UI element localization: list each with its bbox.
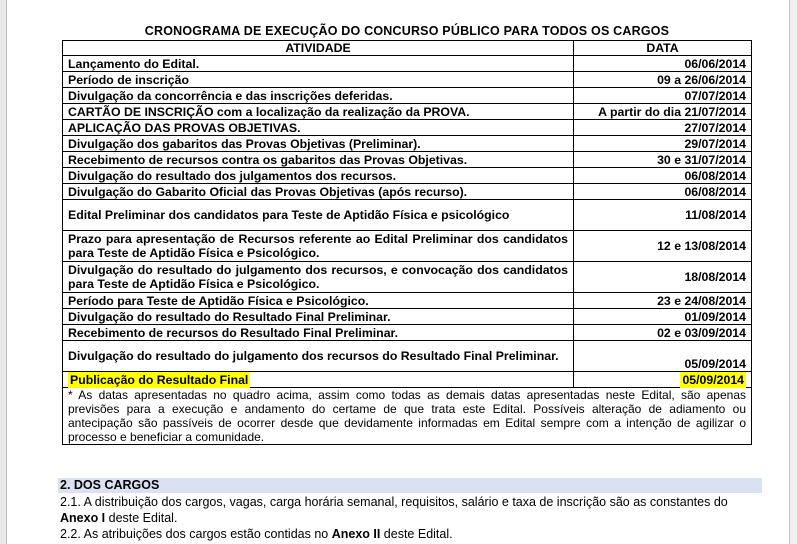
activity-cell: Lançamento do Edital. bbox=[63, 56, 574, 72]
header-activity: ATIVIDADE bbox=[63, 41, 574, 56]
paragraph-2-1 bbox=[60, 494, 760, 526]
paragraph-text: 2.1. A distribuição dos cargos, vagas, carga horária semanal, requisitos, salário e taxa de inscrição são as constantes do bbox=[60, 495, 728, 509]
highlighted-date: 05/09/2014 bbox=[682, 372, 744, 387]
activity-cell: APLICAÇÃO DAS PROVAS OBJETIVAS. bbox=[63, 120, 574, 136]
date-cell: 06/06/2014 bbox=[574, 56, 752, 72]
table-row bbox=[63, 309, 752, 325]
paragraph-text: deste Edital. bbox=[105, 511, 178, 525]
activity-cell: Período de inscrição bbox=[63, 72, 574, 88]
section-heading: 2. DOS CARGOS bbox=[58, 478, 762, 493]
activity-cell: CARTÃO DE INSCRIÇÃO com a localização da realização da PROVA. bbox=[63, 104, 574, 120]
table-row bbox=[63, 293, 752, 309]
activity-cell: Período para Teste de Aptidão Física e Psicológico. bbox=[63, 293, 574, 309]
date-cell: A partir do dia 21/07/2014 bbox=[574, 104, 752, 120]
table-row bbox=[63, 88, 752, 104]
activity-cell: Divulgação dos gabaritos das Provas Objetivas (Preliminar). bbox=[63, 136, 574, 152]
activity-cell: Recebimento de recursos contra os gabaritos das Provas Objetivas. bbox=[63, 152, 574, 168]
date-cell: 11/08/2014 bbox=[574, 200, 752, 231]
table-row bbox=[63, 325, 752, 341]
date-cell bbox=[574, 372, 752, 388]
header-date: DATA bbox=[574, 41, 752, 56]
table-row bbox=[63, 104, 752, 120]
table-row bbox=[63, 184, 752, 200]
date-cell: 12 e 13/08/2014 bbox=[574, 231, 752, 262]
table-row bbox=[63, 262, 752, 293]
table-row bbox=[63, 231, 752, 262]
date-cell: 29/07/2014 bbox=[574, 136, 752, 152]
date-cell: 06/08/2014 bbox=[574, 184, 752, 200]
activity-cell: Divulgação do resultado dos julgamentos dos recursos. bbox=[63, 168, 574, 184]
activity-cell: Edital Preliminar dos candidatos para Teste de Aptidão Física e psicológico bbox=[63, 200, 574, 231]
table-row bbox=[63, 56, 752, 72]
activity-cell: Divulgação do resultado do Resultado Final Preliminar. bbox=[63, 309, 574, 325]
schedule-title: CRONOGRAMA DE EXECUÇÃO DO CONCURSO PÚBLICO PARA TODOS OS CARGOS bbox=[144, 24, 670, 38]
paragraph-text: deste Edital. bbox=[380, 527, 453, 541]
table-row-highlighted bbox=[63, 372, 752, 388]
table-row bbox=[63, 72, 752, 88]
date-cell: 27/07/2014 bbox=[574, 120, 752, 136]
date-cell: 23 e 24/08/2014 bbox=[574, 293, 752, 309]
date-cell: 09 a 26/06/2014 bbox=[574, 72, 752, 88]
date-cell: 18/08/2014 bbox=[574, 262, 752, 293]
table-row bbox=[63, 168, 752, 184]
highlighted-activity: Publicação do Resultado Final bbox=[70, 372, 249, 387]
date-cell: 30 e 31/07/2014 bbox=[574, 152, 752, 168]
date-cell: 06/08/2014 bbox=[574, 168, 752, 184]
date-cell: 05/09/2014 bbox=[574, 341, 752, 372]
schedule-table bbox=[62, 40, 752, 445]
paragraph-bold: Anexo I bbox=[60, 511, 106, 525]
activity-cell: Divulgação do Gabarito Oficial das Provas Objetivas (após recurso). bbox=[63, 184, 574, 200]
activity-cell: Divulgação da concorrência e das inscrições deferidas. bbox=[63, 88, 574, 104]
date-cell: 01/09/2014 bbox=[574, 309, 752, 325]
table-row bbox=[63, 200, 752, 231]
activity-cell: Divulgação do resultado do julgamento dos recursos do Resultado Final Preliminar. bbox=[63, 341, 574, 372]
note-row bbox=[63, 388, 752, 445]
table-row bbox=[63, 120, 752, 136]
activity-cell: Divulgação do resultado do julgamento dos recursos, e convocação dos candidatos para Teste de Aptidão Física e Psicológico. bbox=[63, 262, 574, 293]
table-header-row bbox=[63, 41, 752, 56]
footnote: * As datas apresentadas no quadro acima, assim como todas as demais datas apresentadas neste Edital, são apenas previsões para a execução e andamento do certame de que trata este Edital. Possíveis alteração de adiamento ou antecipação são passíveis de ocorrer desde que devidamente informadas em Edital sempre com a intenção de agilizar o processo e beneficiar a comunidade. bbox=[63, 388, 752, 445]
activity-cell: Prazo para apresentação de Recursos referente ao Edital Preliminar dos candidatos para Teste de Aptidão Física e Psicológico. bbox=[63, 231, 574, 262]
paragraph-text: 2.2. As atribuições dos cargos estão contidas no bbox=[60, 527, 332, 541]
date-cell: 07/07/2014 bbox=[574, 88, 752, 104]
date-cell: 02 e 03/09/2014 bbox=[574, 325, 752, 341]
paragraph-2-2 bbox=[60, 526, 760, 542]
activity-cell: Recebimento de recursos do Resultado Final Preliminar. bbox=[63, 325, 574, 341]
table-row bbox=[63, 341, 752, 372]
paragraph-bold: Anexo II bbox=[331, 527, 381, 541]
table-row bbox=[63, 136, 752, 152]
activity-cell bbox=[63, 372, 574, 388]
table-row bbox=[63, 152, 752, 168]
